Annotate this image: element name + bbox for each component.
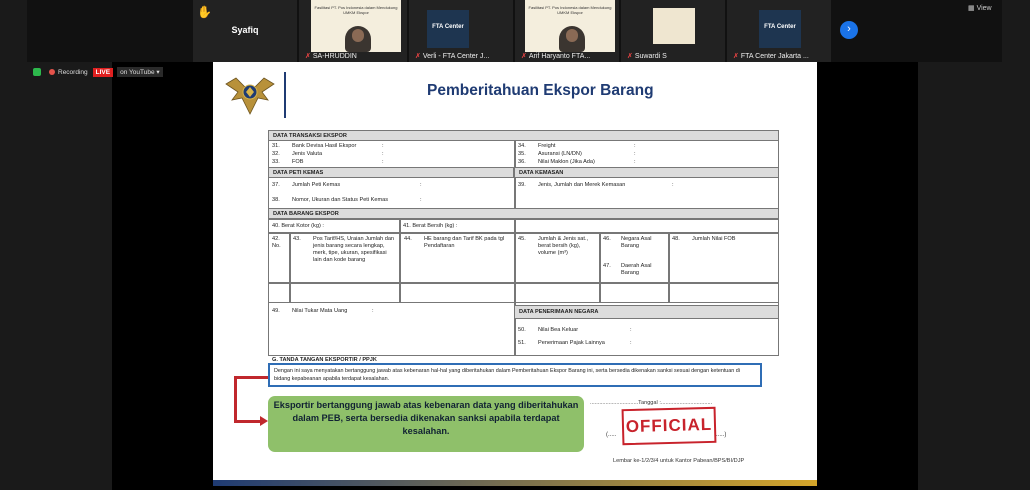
fta-center-logo: FTA Center <box>427 10 469 48</box>
participant-name: Arif Haryanto FTA... <box>528 53 591 60</box>
field-36-num: 36. <box>518 159 526 165</box>
live-destination-dropdown[interactable]: on YouTube ▾ <box>117 67 163 77</box>
col-divider <box>599 233 601 303</box>
col-divider <box>399 219 401 233</box>
field-38-num: 38. <box>272 197 280 203</box>
callout-box: Eksportir bertanggung jawab atas kebenaran data yang diberitahukan dalam PEB, serta bersedia dikenakan sanksi apabila terdapat kesalahan. <box>268 396 584 452</box>
arrow-right-icon <box>260 416 268 426</box>
signature-close: .....) <box>716 432 727 438</box>
field-50-label: Nilai Bea Keluar <box>538 327 579 333</box>
field-colon: : <box>420 197 422 203</box>
section-barang-ekspor: DATA BARANG EKSPOR <box>268 208 779 219</box>
person-silhouette <box>345 26 371 52</box>
live-badge: LIVE <box>93 68 113 77</box>
field-39-num: 39. <box>518 182 526 188</box>
field-34-label: Freight <box>538 143 556 149</box>
view-label: View <box>976 5 992 12</box>
field-colon: : <box>630 340 632 346</box>
col-divider <box>399 233 401 303</box>
section-tanda-tangan: G. TANDA TANGAN EKSPORTIR / PPJK <box>272 357 377 363</box>
field-45-num: 45. <box>518 236 526 242</box>
stamp-text: OFFICIAL <box>625 414 713 437</box>
shield-icon <box>33 68 41 76</box>
field-colon: : <box>630 327 632 333</box>
callout-arrow-vertical <box>234 376 237 422</box>
col-divider <box>514 219 516 233</box>
section-transaksi-ekspor: DATA TRANSAKSI EKSPOR <box>268 130 779 141</box>
view-icon: ▦ <box>968 5 977 12</box>
field-31-label: Bank Devisa Hasil Ekspor <box>292 143 357 149</box>
field-42: 42. No. <box>272 236 281 249</box>
field-41: 41. Berat Bersih (kg) : <box>403 223 458 229</box>
section-peti-kemas: DATA PETI KEMAS <box>268 167 514 178</box>
participant-strip <box>0 0 1030 62</box>
col-divider <box>514 178 516 208</box>
record-icon <box>49 69 55 75</box>
weight-row <box>268 219 779 233</box>
participant-video <box>653 8 695 44</box>
participant-tile-verli[interactable] <box>409 0 513 62</box>
field-colon: : <box>382 159 384 165</box>
section-kemasan: DATA KEMASAN <box>514 167 779 178</box>
field-32-num: 32. <box>272 151 280 157</box>
field-37-label: Jumlah Peti Kemas <box>292 182 341 188</box>
thumb-slide-title: Fasilitasi PT. Pos Indonesia dalam Mendukung UMKM Ekspor <box>528 5 612 15</box>
field-31-num: 31. <box>272 143 280 149</box>
participant-tile-fta-jakarta[interactable] <box>727 0 831 62</box>
field-colon: : <box>634 143 636 149</box>
field-48-label: Jumlah Nilai FOB <box>692 236 736 242</box>
logo-divider <box>284 72 286 118</box>
field-34-num: 34. <box>518 143 526 149</box>
field-colon: : <box>372 308 374 314</box>
declaration-box: Dengan ini saya menyatakan bertanggung jawab atas kebenaran hal-hal yang diberitahukan dalam Pemberitahuan Ekspor Barang ini, serta bersedia dikenakan sanksi sesuai dengan ketentuan di bidang kepabeanan apabila terdapat kesalahan. <box>268 363 762 387</box>
col-divider <box>514 233 516 303</box>
field-colon: : <box>382 151 384 157</box>
field-38-label: Nomor, Ukuran dan Status Peti Kemas <box>292 197 389 203</box>
field-35-label: Asuransi (LN/DN) <box>538 151 582 157</box>
field-47-label: Daerah Asal Barang <box>621 263 652 276</box>
field-49-num: 49. <box>272 308 280 314</box>
official-stamp <box>622 407 717 445</box>
field-43-label: Pos Tarif/HS, Uraian Jumlah dan jenis barang secara lengkap, merk, tipe, ukuran, spesifikasi lain dan kode barang <box>313 236 395 263</box>
field-37-num: 37. <box>272 182 280 188</box>
participant-name: FTA Center Jakarta ... <box>740 53 809 60</box>
mic-muted-icon: ✗ <box>305 53 311 60</box>
thumb-slide-title: Fasilitasi PT. Pos Indonesia dalam Mendukung UMKM Ekspor <box>314 5 398 15</box>
mic-muted-icon: ✗ <box>521 53 527 60</box>
participant-video <box>525 0 615 52</box>
col-divider <box>668 233 670 303</box>
slide-title: Pemberitahuan Ekspor Barang <box>427 82 654 99</box>
field-colon: : <box>382 143 384 149</box>
participant-tile-sahruddin[interactable] <box>299 0 407 62</box>
view-button[interactable] <box>968 4 992 12</box>
recording-status: Recording <box>58 68 88 76</box>
field-49-label: Nilai Tukar Mata Uang <box>292 308 348 314</box>
participant-name: Verli - FTA Center J... <box>422 53 490 60</box>
field-50-num: 50. <box>518 327 526 333</box>
field-36-label: Nilai Maklon (Jika Ada) <box>538 159 595 165</box>
field-43-num: 43. <box>293 236 301 242</box>
field-33-num: 33. <box>272 159 280 165</box>
field-35-num: 35. <box>518 151 526 157</box>
field-colon: : <box>634 151 636 157</box>
field-48-num: 48. <box>672 236 680 242</box>
recording-bar <box>33 65 163 79</box>
field-40: 40. Berat Kotor (kg) : <box>272 223 324 229</box>
fta-center-logo: FTA Center <box>759 10 801 48</box>
col-divider <box>289 233 291 303</box>
section-penerimaan-negara: DATA PENERIMAAN NEGARA <box>514 305 779 319</box>
items-blank-row <box>268 283 779 303</box>
mic-muted-icon: ✗ <box>415 53 421 60</box>
field-33-label: FOB <box>292 159 304 165</box>
callout-arrow-bottom <box>234 420 262 423</box>
field-47-num: 47. <box>603 263 611 269</box>
participant-name: Suwardi S <box>634 53 667 60</box>
field-44-num: 44. <box>404 236 412 242</box>
field-46-num: 46. <box>603 236 611 242</box>
participant-name: SA-HRUDDIN <box>312 53 357 60</box>
participant-name: Syafiq <box>231 25 259 35</box>
next-page-button[interactable]: › <box>840 21 858 39</box>
shared-slide <box>213 62 817 486</box>
participant-tile-suwardi[interactable] <box>621 0 725 62</box>
field-colon: : <box>672 182 674 188</box>
participant-tile-arif[interactable] <box>515 0 619 62</box>
field-32-label: Jenis Valuta <box>292 151 323 157</box>
form-footer: Lembar ke-1/2/3/4 untuk Kantor Pabean/BPS/BI/DJP <box>613 458 745 464</box>
field-51-label: Penerimaan Pajak Lainnya <box>538 340 605 346</box>
person-silhouette <box>559 26 585 52</box>
field-39-label: Jenis, Jumlah dan Merek Kemasan <box>538 182 626 188</box>
field-51-num: 51. <box>518 340 526 346</box>
participant-video <box>311 0 401 52</box>
mic-muted-icon: ✗ <box>733 53 739 60</box>
mic-muted-icon: ✗ <box>627 53 633 60</box>
field-46-label: Negara Asal Barang <box>621 236 652 249</box>
participant-tile-syafiq[interactable] <box>193 0 297 62</box>
signature-open: (..... <box>606 432 617 438</box>
field-colon: : <box>634 159 636 165</box>
date-line: ...............................Tanggal :................................. <box>590 400 713 406</box>
slide-bottom-bar <box>213 480 817 486</box>
field-colon: : <box>420 182 422 188</box>
customs-logo-icon <box>222 70 278 120</box>
raised-hand-icon: ✋ <box>197 5 212 19</box>
callout-arrow-top <box>234 376 268 379</box>
field-44-label: HE barang dan Tarif BK pada tgl Pendaftaran <box>424 236 505 249</box>
field-45-label: Jumlah & Jenis sat., berat bersih (kg), volume (m³) <box>538 236 589 256</box>
